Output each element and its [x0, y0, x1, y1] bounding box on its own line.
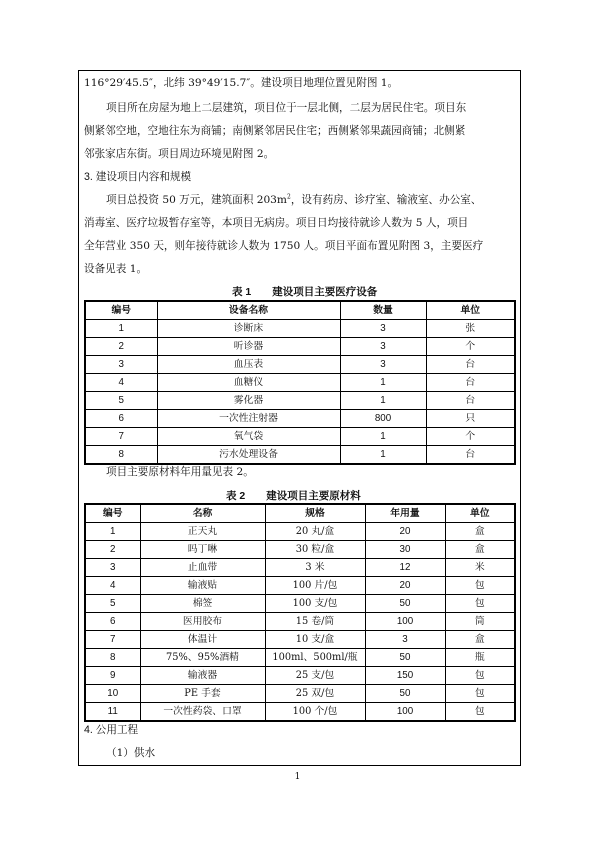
content-line-1-part-b: ，设有药房、诊疗室、输液室、办公室、 — [290, 194, 482, 206]
cell-usage: 50 — [365, 595, 445, 613]
cell-quantity: 800 — [340, 410, 426, 428]
cell-name: 听诊器 — [157, 338, 340, 356]
cell-usage: 30 — [365, 541, 445, 559]
cell-quantity: 1 — [340, 374, 426, 392]
table-1-caption: 表 1 建设项目主要医疗设备 — [232, 286, 378, 298]
table-header-row — [85, 504, 515, 523]
cell-unit: 包 — [445, 577, 515, 595]
cell-id: 7 — [85, 631, 140, 649]
cell-name: 输液器 — [140, 667, 265, 685]
cell-name: 氧气袋 — [157, 428, 340, 446]
table-header-row — [85, 301, 515, 320]
cell-unit: 米 — [445, 559, 515, 577]
table-row — [85, 703, 515, 722]
cell-unit: 台 — [426, 392, 515, 410]
header-spec: 规格 — [265, 504, 365, 523]
cell-id: 11 — [85, 703, 140, 722]
cell-name: 吗丁啉 — [140, 541, 265, 559]
section-3-heading: 3. 建设项目内容和规模 — [84, 171, 192, 183]
table-row — [85, 559, 515, 577]
content-line-2: 消毒室、医疗垃圾暂存室等，本项目无病房。项目日均接待就诊人数为 5 人，项目 — [84, 217, 469, 229]
cell-unit: 只 — [426, 410, 515, 428]
cell-name: 体温计 — [140, 631, 265, 649]
table-row — [85, 428, 515, 446]
cell-id: 5 — [85, 392, 157, 410]
content-line-1 — [106, 193, 482, 207]
cell-usage: 100 — [365, 703, 445, 722]
cell-usage: 20 — [365, 577, 445, 595]
page-number: 1 — [294, 772, 301, 782]
cell-unit: 包 — [445, 667, 515, 685]
table-row — [85, 392, 515, 410]
content-line-4: 设备见表 1。 — [84, 263, 148, 275]
cell-quantity: 3 — [340, 320, 426, 338]
cell-spec: 3 米 — [265, 559, 365, 577]
cell-id: 10 — [85, 685, 140, 703]
medical-equipment-table — [84, 300, 516, 465]
cell-id: 5 — [85, 595, 140, 613]
cell-unit: 台 — [426, 446, 515, 465]
cell-spec: 25 双/包 — [265, 685, 365, 703]
cell-unit: 台 — [426, 356, 515, 374]
table-2-intro: 项目主要原材料年用量见表 2。 — [106, 466, 254, 478]
cell-id: 2 — [85, 541, 140, 559]
table-row — [85, 649, 515, 667]
header-quantity: 数量 — [340, 301, 426, 320]
cell-spec: 15 卷/筒 — [265, 613, 365, 631]
raw-materials-table — [84, 503, 516, 722]
cell-name: 医用胶布 — [140, 613, 265, 631]
cell-id: 8 — [85, 649, 140, 667]
cell-name: 一次性注射器 — [157, 410, 340, 428]
cell-id: 1 — [85, 523, 140, 541]
content-line-1-part-a: 项目总投资 50 万元，建筑面积 203m — [106, 194, 287, 206]
cell-id: 4 — [85, 577, 140, 595]
table-row — [85, 541, 515, 559]
table-2-caption: 表 2 建设项目主要原材料 — [226, 490, 361, 502]
cell-quantity: 3 — [340, 338, 426, 356]
location-line-3: 邻张家店东街。项目周边环境见附图 2。 — [84, 148, 275, 160]
location-line-1: 项目所在房屋为地上二层建筑，项目位于一层北侧，二层为居民住宅。项目东 — [106, 102, 467, 114]
location-line-2: 侧紧邻空地，空地往东为商铺；南侧紧邻居民住宅；西侧紧邻果蔬园商铺；北侧紧 — [84, 125, 466, 137]
area-superscript: 2 — [286, 193, 291, 201]
cell-unit: 张 — [426, 320, 515, 338]
table-row — [85, 685, 515, 703]
cell-name: 棉签 — [140, 595, 265, 613]
header-unit: 单位 — [445, 504, 515, 523]
cell-usage: 100 — [365, 613, 445, 631]
table-row — [85, 410, 515, 428]
header-annual-usage: 年用量 — [365, 504, 445, 523]
cell-name: 止血带 — [140, 559, 265, 577]
cell-unit: 瓶 — [445, 649, 515, 667]
table-row — [85, 631, 515, 649]
cell-spec: 30 粒/盒 — [265, 541, 365, 559]
cell-quantity: 3 — [340, 356, 426, 374]
table-row — [85, 577, 515, 595]
cell-unit: 包 — [445, 595, 515, 613]
cell-unit: 个 — [426, 428, 515, 446]
cell-id: 2 — [85, 338, 157, 356]
cell-unit: 盒 — [445, 631, 515, 649]
cell-name: 污水处理设备 — [157, 446, 340, 465]
cell-name: 血压表 — [157, 356, 340, 374]
cell-name: PE 手套 — [140, 685, 265, 703]
header-id: 编号 — [85, 504, 140, 523]
cell-unit: 个 — [426, 338, 515, 356]
cell-spec: 100 片/包 — [265, 577, 365, 595]
cell-id: 7 — [85, 428, 157, 446]
table-row — [85, 320, 515, 338]
cell-name: 血糖仪 — [157, 374, 340, 392]
table-row — [85, 356, 515, 374]
cell-id: 3 — [85, 356, 157, 374]
table-row — [85, 523, 515, 541]
table-row — [85, 595, 515, 613]
cell-name: 诊断床 — [157, 320, 340, 338]
cell-unit: 台 — [426, 374, 515, 392]
section-4-heading: 4. 公用工程 — [84, 724, 139, 736]
header-id: 编号 — [85, 301, 157, 320]
table-row — [85, 338, 515, 356]
cell-id: 8 — [85, 446, 157, 465]
cell-id: 6 — [85, 613, 140, 631]
cell-name: 输液贴 — [140, 577, 265, 595]
table-row — [85, 667, 515, 685]
table-row — [85, 446, 515, 465]
cell-usage: 20 — [365, 523, 445, 541]
header-unit: 单位 — [426, 301, 515, 320]
cell-quantity: 1 — [340, 392, 426, 410]
cell-spec: 10 支/盒 — [265, 631, 365, 649]
content-line-3: 全年营业 350 天，则年接待就诊人数为 1750 人。项目平面布置见附图 3，主要医疗 — [84, 240, 484, 252]
cell-usage: 50 — [365, 649, 445, 667]
coordinates-line: 116°29′45.5″，北纬 39°49′15.7″。建设项目地理位置见附图 1。 — [84, 77, 399, 89]
cell-spec: 25 支/包 — [265, 667, 365, 685]
cell-spec: 100ml、500ml/瓶 — [265, 649, 365, 667]
cell-id: 1 — [85, 320, 157, 338]
cell-unit: 盒 — [445, 523, 515, 541]
cell-name: 正天丸 — [140, 523, 265, 541]
water-supply-heading: （1）供水 — [106, 747, 156, 759]
cell-usage: 150 — [365, 667, 445, 685]
cell-unit: 筒 — [445, 613, 515, 631]
cell-id: 4 — [85, 374, 157, 392]
cell-unit: 包 — [445, 703, 515, 722]
cell-unit: 盒 — [445, 541, 515, 559]
cell-usage: 12 — [365, 559, 445, 577]
cell-name: 75%、95%酒精 — [140, 649, 265, 667]
cell-id: 9 — [85, 667, 140, 685]
header-material-name: 名称 — [140, 504, 265, 523]
cell-usage: 50 — [365, 685, 445, 703]
cell-id: 3 — [85, 559, 140, 577]
cell-unit: 包 — [445, 685, 515, 703]
header-equipment-name: 设备名称 — [157, 301, 340, 320]
table-row — [85, 613, 515, 631]
cell-id: 6 — [85, 410, 157, 428]
cell-spec: 20 丸/盒 — [265, 523, 365, 541]
cell-quantity: 1 — [340, 446, 426, 465]
cell-name: 雾化器 — [157, 392, 340, 410]
cell-spec: 100 支/包 — [265, 595, 365, 613]
cell-spec: 100 个/包 — [265, 703, 365, 722]
cell-name: 一次性药袋、口罩 — [140, 703, 265, 722]
cell-usage: 3 — [365, 631, 445, 649]
table-row — [85, 374, 515, 392]
cell-quantity: 1 — [340, 428, 426, 446]
